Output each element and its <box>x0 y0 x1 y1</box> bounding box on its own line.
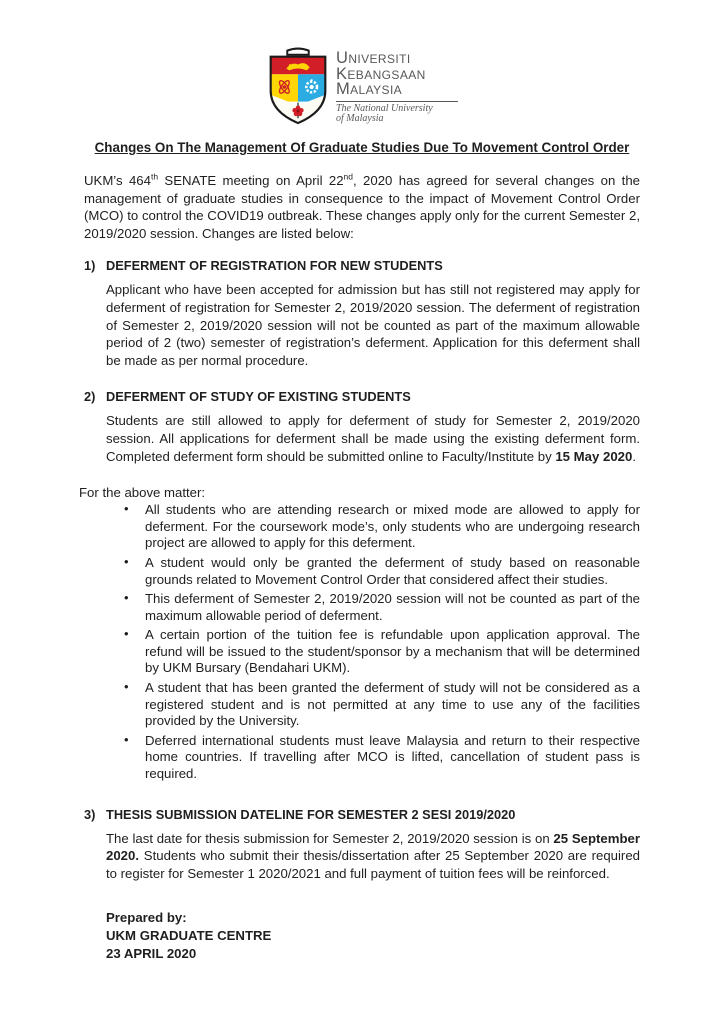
bullet-item <box>84 627 640 677</box>
section-number: 1) <box>84 258 96 274</box>
ukm-logo <box>84 46 640 126</box>
ukm-crest-icon <box>266 46 330 126</box>
section-1 <box>84 257 640 369</box>
logo-wordmark <box>336 46 458 125</box>
bullet-item <box>84 555 640 588</box>
bullet-text: A student that has been granted the deferment of study will not be considered as a registered student and is not permitted at any time to use any of the facilities provided by the University. <box>145 680 640 729</box>
logo-tagline-line: of Malaysia <box>336 113 384 124</box>
footer <box>106 909 640 962</box>
section-title: DEFERMENT OF REGISTRATION FOR NEW STUDENTS <box>106 258 443 274</box>
section-body: Students are still allowed to apply for deferment of study for Semester 2, 2019/2020 session. All applications for deferment shall be made using the existing deferment form. Completed deferment form should be submitted online to Faculty/Institute by 15 May 2020. <box>106 413 640 464</box>
section-body: The last date for thesis submission for Semester 2, 2019/2020 session is on 25 September 2020. Students who submit their thesis/dissertation after 25 September 2020 are required to register for Semester 1 2020/2021 and full payment of tuition fees will be reinforced. <box>106 830 640 881</box>
bullet-text: Deferred international students must leave Malaysia and return to their respective home countries. If travelling after MCO is lifted, cancellation of student pass is required. <box>145 732 640 782</box>
bullet-text: A certain portion of the tuition fee is refundable upon application approval. The refund will be issued to the student/sponsor by a mechanism that will be determined by UKM Bursary (Bendahari UKM). <box>145 627 640 676</box>
bullet-item <box>84 733 640 783</box>
section-heading <box>84 257 640 274</box>
bullet-dot-icon: • <box>124 501 129 517</box>
institution-name-line: Universiti <box>336 49 411 67</box>
institution-name-line: Malaysia <box>336 80 403 98</box>
document-title: Changes On The Management Of Graduate Studies Due To Movement Control Order <box>94 140 630 155</box>
bullet-item <box>84 591 640 624</box>
bullet-item <box>84 502 640 552</box>
bullet-text: All students who are attending research or mixed mode are allowed to apply for deferment. For the coursework mode’s, only students who are undergoing research project are allowed to apply for this deferment. <box>145 502 640 551</box>
section-body: Applicant who have been accepted for admission but has still not registered may apply for deferment of registration for Semester 2, 2019/2020 session. The deferment of registration of Semester 2, 2019/2020 session will not be counted as part of the maximum allowable period of 2 (two) semester of registration’s deferment. Application for this deferment shall be made as per normal procedure. <box>106 282 640 368</box>
bullet-dot-icon: • <box>124 731 129 747</box>
section-2 <box>84 388 640 465</box>
section-number: 2) <box>84 389 96 405</box>
footer-date: 23 APRIL 2020 <box>106 945 197 961</box>
institution-name-line: Kebangsaan <box>336 64 426 83</box>
section-heading <box>84 388 640 405</box>
logo-divider <box>336 101 458 102</box>
intro-paragraph: UKM’s 464th SENATE meeting on April 22nd, 2020 has agreed for several changes on the management of graduate studies in consequence to the impact of Movement Control Order (MCO) to control the COVID19 outbreak. These changes apply only for the current Semester 2, 2019/2020 session. Changes are listed below: <box>84 171 640 241</box>
section-number: 3) <box>84 806 96 822</box>
section-heading <box>84 806 640 823</box>
bullet-dot-icon: • <box>124 679 129 695</box>
logo-tagline-line: The National University <box>336 102 433 114</box>
bullet-dot-icon: • <box>124 626 129 642</box>
bullet-text: This deferment of Semester 2, 2019/2020 session will not be counted as part of the maximum allowable period of deferment. <box>145 591 640 623</box>
bullet-list <box>84 502 640 783</box>
prepared-by-label: Prepared by: <box>106 910 187 926</box>
section-3 <box>84 806 640 883</box>
footer-org: UKM GRADUATE CENTRE <box>106 928 272 943</box>
bullet-item <box>84 680 640 730</box>
bullet-dot-icon: • <box>124 553 129 569</box>
bullet-dot-icon: • <box>124 590 129 606</box>
section-title: DEFERMENT OF STUDY OF EXISTING STUDENTS <box>106 389 411 405</box>
above-matter-label: For the above matter: <box>79 485 206 501</box>
section-title: THESIS SUBMISSION DATELINE FOR SEMESTER 2 SESI 2019/2020 <box>106 806 516 822</box>
bullet-text: A student would only be granted the deferment of study based on reasonable grounds related to Movement Control Order that considered affect their studies. <box>145 554 640 587</box>
